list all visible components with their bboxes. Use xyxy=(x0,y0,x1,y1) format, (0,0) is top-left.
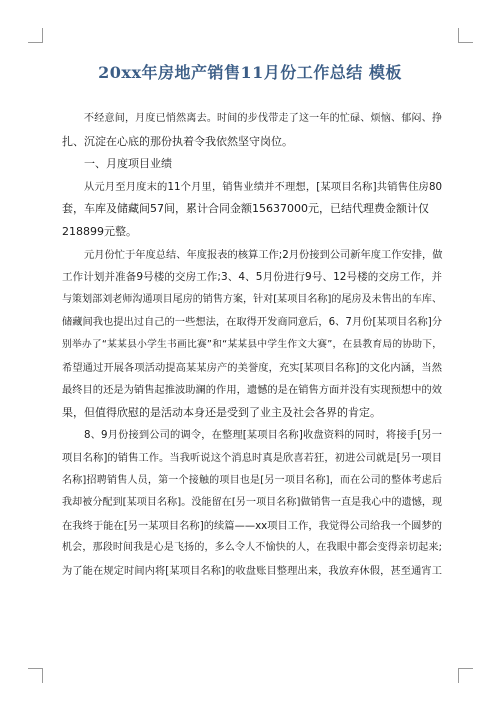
body-text-line: 名称]招聘销售人员，第一个接触的项目也是[另一项目名称]，而在公司的整体考虑后 xyxy=(62,474,442,486)
body-text-line: 在我终于能在[另一某项目名称]的续篇——xx项目工作，我觉得公司给我一个圆梦的 xyxy=(62,519,442,532)
body-text-line: 元月份忙于年度总结、年度报表的核算工作;2月份接到公司新年度工作安排，做 xyxy=(84,248,443,261)
body-text-line: 机会，那段时间我是心是飞扬的，多么令人不愉快的人，在我眼中都会变得亲切起来; xyxy=(62,542,442,554)
crop-mark-bottom-left xyxy=(28,668,43,683)
body-text-line: 与策划部刘老师沟通项目尾房的销售方案，针对[某项目名称]的尾房及未售出的车库、 xyxy=(62,293,442,305)
body-text-line: 希望通过开展各项活动提高某某房产的美誉度，充实[某项目名称]的文化内涵，当然 xyxy=(62,361,442,374)
body-text-line: 218899元整。 xyxy=(62,224,137,238)
crop-mark-bottom-right xyxy=(458,668,473,683)
body-text-line: 工作计划并准备9号楼的交房工作;3、4、5月份进行9号、12号楼的交房工作，并 xyxy=(62,271,442,284)
body-text-line: 为了能在规定时间内将[某项目名称]的收盘账目整理出来，我放弃休假，甚至通宵工 xyxy=(62,564,442,577)
body-text-line: 8、9月份接到公司的调令，在整理[某项目名称]收盘资料的同时，将接手[另一 xyxy=(84,429,442,442)
body-text-line: 从元月至月度末的11个月里，销售业绩并不理想，[某项目名称]共销售住房80 xyxy=(84,180,442,193)
body-text-line: 果，但值得欣慰的是活动本身还是受到了业主及社会各界的肯定。 xyxy=(62,405,381,419)
crop-mark-top-left xyxy=(28,28,43,43)
body-text-line: 扎、沉淀在心底的那份执着令我依然坚守岗位。 xyxy=(62,134,293,148)
document-title: 20xx年房地产销售11月份工作总结 模板 xyxy=(98,63,402,82)
body-text-line: 别举办了“某某县小学生书画比赛”和“某某县中学生作文大赛”，在县教育局的协助下， xyxy=(62,338,442,350)
body-text-line: 我却被分配到[某项目名称]。没能留在[另一项目名称]做销售一直是我心中的遗憾，现 xyxy=(62,497,442,509)
body-text-line: 最终目的还是为销售起推波助澜的作用，遗憾的是在销售方面并没有实现预想中的效 xyxy=(62,384,442,397)
body-text-line: 项目名称]的销售工作。当我听说这个消息时真是欣喜若狂，初进公司就是[另一项目 xyxy=(62,451,442,464)
crop-mark-top-right xyxy=(458,28,473,43)
document-body xyxy=(62,108,442,582)
body-text-line: 套，车库及储藏间57间，累计合同金额15637000元，已结代理费金额计仅 xyxy=(62,202,429,216)
body-text-line: 不经意间，月度已悄然离去。时间的步伐带走了这一年的忙碌、烦恼、郁闷、挣 xyxy=(84,113,442,124)
body-text-line: 一、月度项目业绩 xyxy=(84,157,172,171)
body-text-line: 储藏间我也提出过自己的一些想法，在取得开发商同意后，6、7月份[某项目名称]分 xyxy=(62,316,442,329)
